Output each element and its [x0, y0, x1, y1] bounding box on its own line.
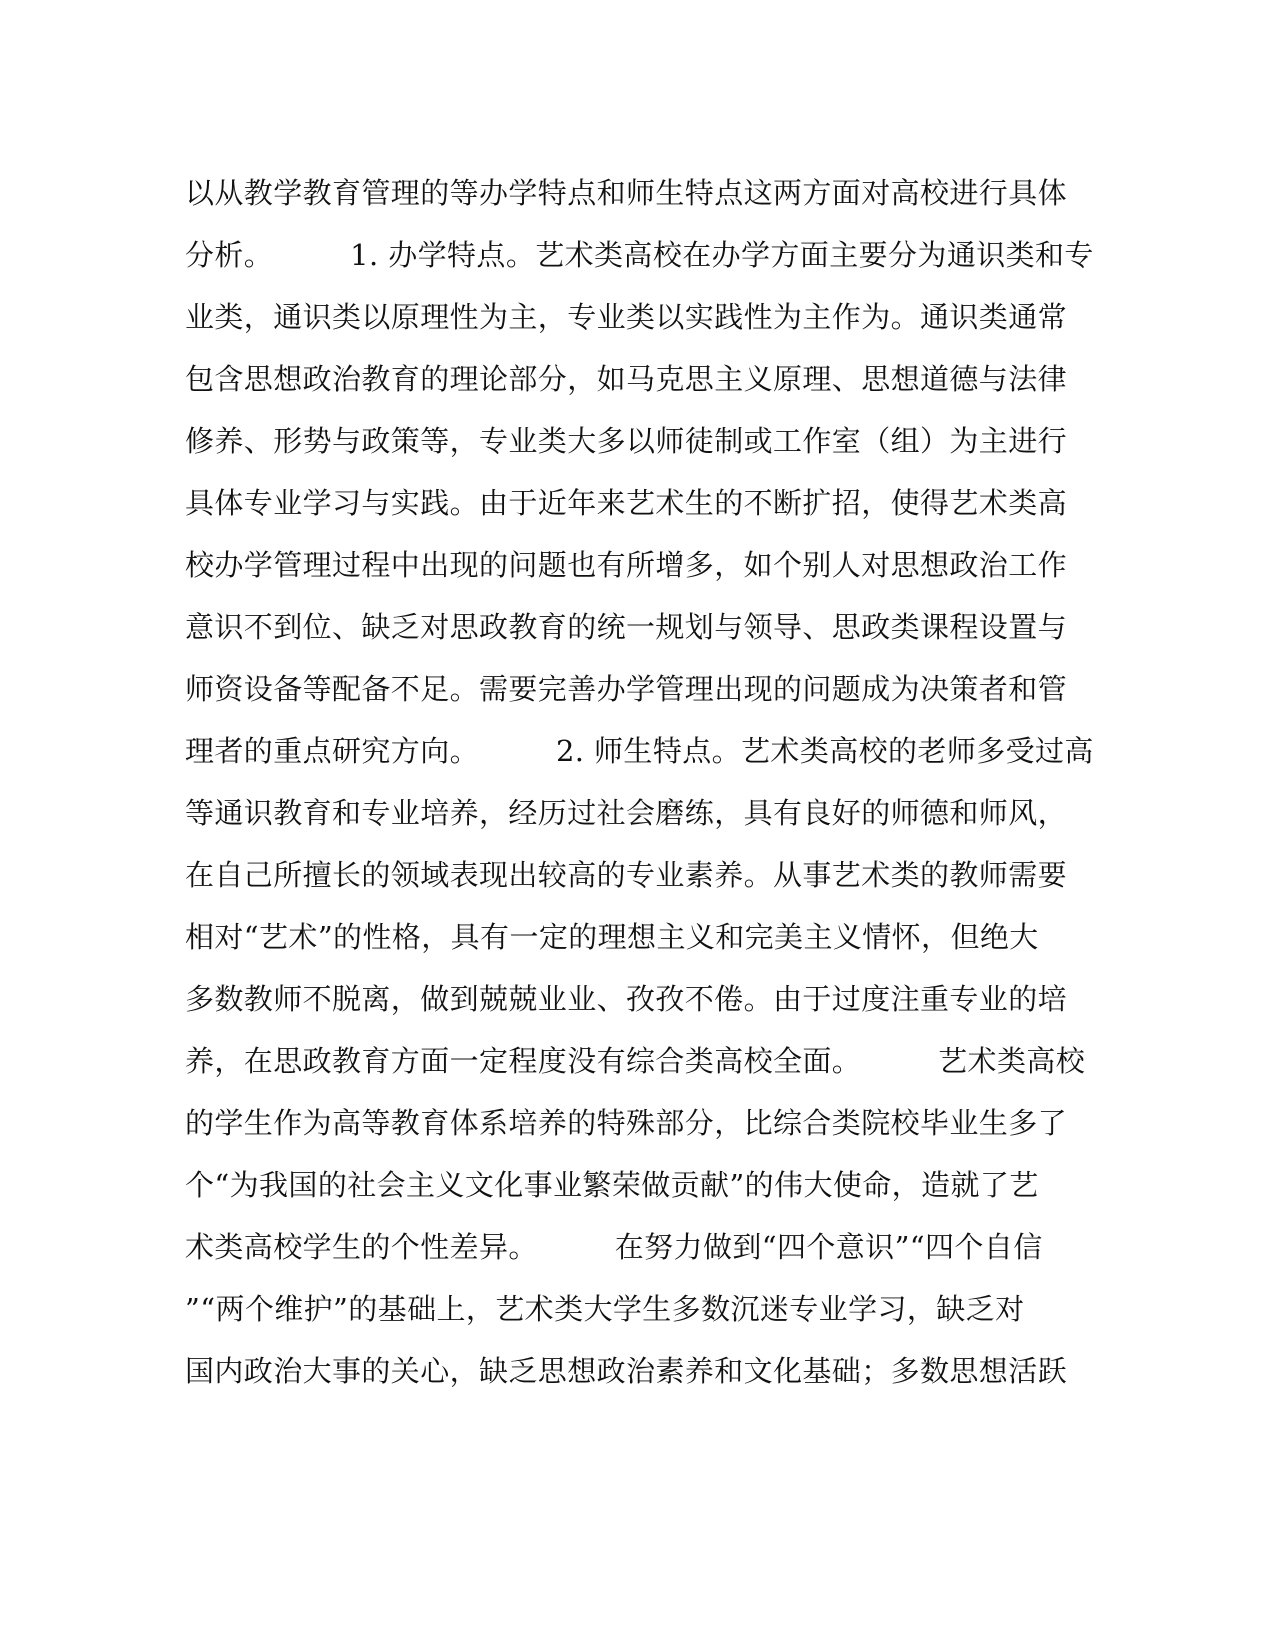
text-line: 以从教学教育管理的等办学特点和师生特点这两方面对高校进行具体	[185, 176, 1068, 210]
text-line: 等通识教育和专业培养，经历过社会磨练，具有良好的师德和师风，	[185, 796, 1068, 830]
text-line: 相对“艺术”的性格，具有一定的理想主义和完美主义情怀，但绝大	[185, 920, 1039, 954]
text-line: 的学生作为高等教育体系培养的特殊部分，比综合类院校毕业生多了	[185, 1106, 1068, 1140]
text-line: 养，在思政教育方面一定程度没有综合类高校全面。 艺术类高校	[185, 1044, 1086, 1078]
text-line: 国内政治大事的关心，缺乏思想政治素养和文化基础；多数思想活跃	[185, 1354, 1068, 1388]
body-text	[185, 162, 1094, 1402]
text-line: 修养、形势与政策等，专业类大多以师徒制或工作室（组）为主进行	[185, 424, 1068, 458]
text-line: 包含思想政治教育的理论部分，如马克思主义原理、思想道德与法律	[185, 362, 1068, 396]
text-line: 师资设备等配备不足。需要完善办学管理出现的问题成为决策者和管	[185, 672, 1068, 706]
text-line: 术类高校学生的个性差异。 在努力做到“四个意识”“四个自信	[185, 1230, 1043, 1264]
text-line: 个“为我国的社会主义文化事业繁荣做贡献”的伟大使命，造就了艺	[185, 1168, 1039, 1202]
text-line: 在自己所擅长的领域表现出较高的专业素养。从事艺术类的教师需要	[185, 858, 1068, 892]
text-line: 具体专业学习与实践。由于近年来艺术生的不断扩招，使得艺术类高	[185, 486, 1068, 520]
text-line: 业类，通识类以原理性为主，专业类以实践性为主作为。通识类通常	[185, 300, 1068, 334]
text-line: ”“两个维护”的基础上，艺术类大学生多数沉迷专业学习，缺乏对	[185, 1292, 1025, 1326]
text-line: 意识不到位、缺乏对思政教育的统一规划与领导、思政类课程设置与	[185, 610, 1068, 644]
text-line: 理者的重点研究方向。 2. 师生特点。艺术类高校的老师多受过高	[185, 734, 1094, 768]
text-line: 校办学管理过程中出现的问题也有所增多，如个别人对思想政治工作	[185, 548, 1068, 582]
text-line: 多数教师不脱离，做到兢兢业业、孜孜不倦。由于过度注重专业的培	[185, 982, 1068, 1016]
text-line: 分析。 1. 办学特点。艺术类高校在办学方面主要分为通识类和专	[185, 238, 1094, 272]
